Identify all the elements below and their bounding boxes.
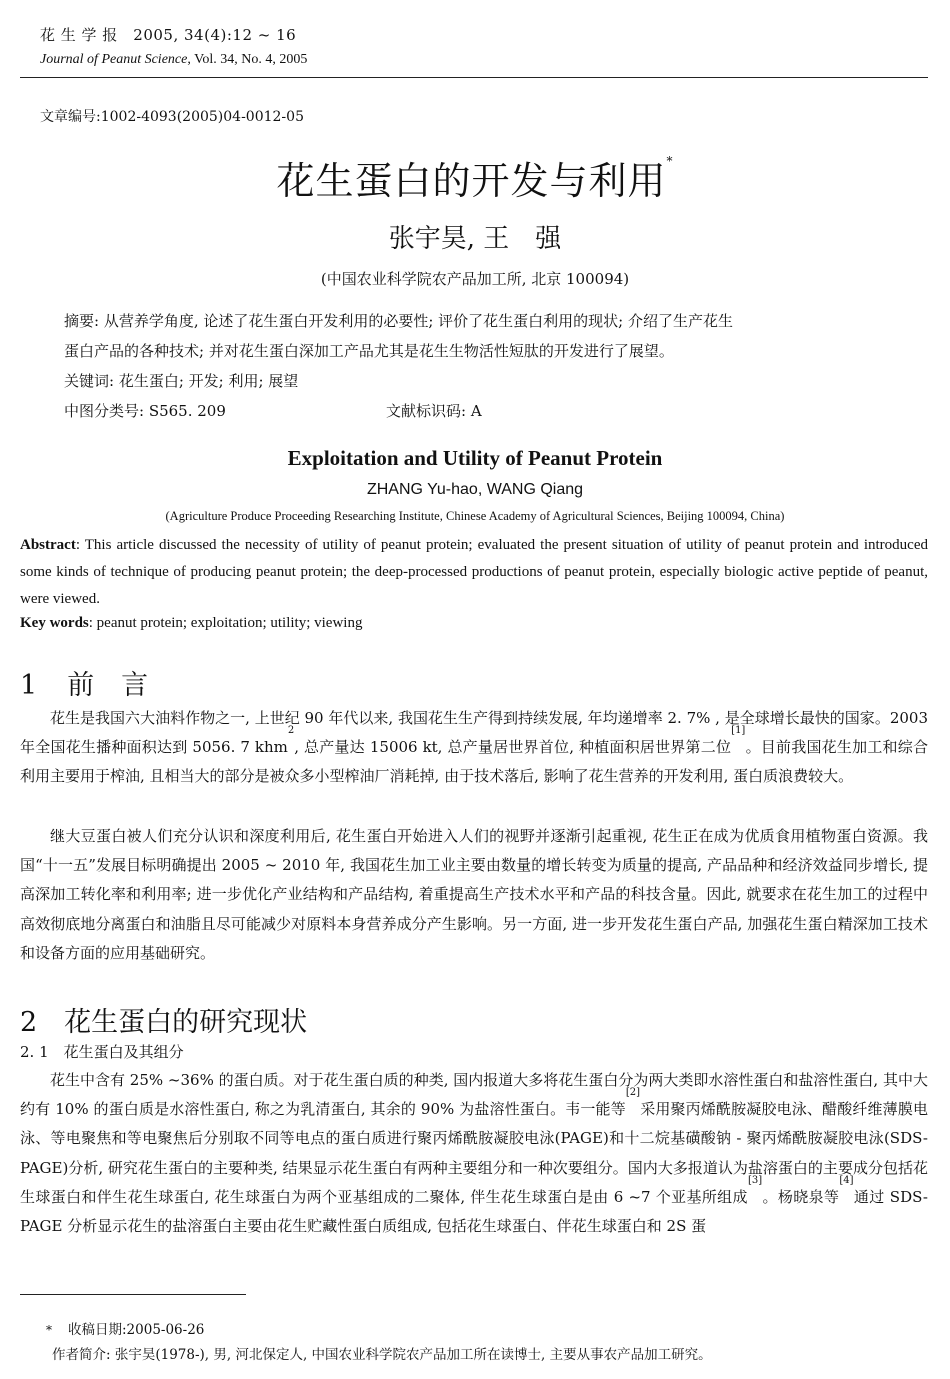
paragraph-1-text-b: , 总产量达 15006 kt, 总产量居世界首位, 种植面积居世界第二位 bbox=[294, 738, 732, 757]
abstract-cn bbox=[64, 306, 894, 426]
citation-3: [3] bbox=[747, 1174, 763, 1186]
title-cn bbox=[0, 150, 950, 205]
abstract-cn-line1: 摘要: 从营养学角度, 论述了花生蛋白开发利用的必要性; 评价了花生蛋白利用的现状; 介绍了生产花生 bbox=[64, 312, 734, 330]
paragraph-3-text-a: 花生中含有 25% ~36% 的蛋白质。对于花生蛋白质的种类, 国内报道大多将花生蛋白分为两大类即水溶性蛋白和盐溶性蛋白, 其中大约有 10% 的蛋白质是水溶性蛋白, 称之为乳清蛋白, 其余的 90% 为盐溶性蛋白。韦一能等 bbox=[20, 1071, 928, 1119]
affiliation-cn: (中国农业科学院农产品加工所, 北京 100094) bbox=[320, 270, 630, 288]
article-number: 文章编号:1002-4093(2005)04-0012-05 bbox=[40, 109, 304, 125]
classification-row bbox=[64, 396, 894, 426]
footnote-author-bio: 作者简介: 张宇昊(1978-), 男, 河北保定人, 中国农业科学院农产品加工所在读博士, 主要从事农产品加工研究。 bbox=[52, 1347, 712, 1363]
paragraph-1-text-c: 。目前我国花生加工和综合利用主要用于榨油, 且相当大的部分是被众多小型榨油厂消耗掉, 由于技术落后, 影响了花生营养的开发利用, 蛋白质浪费较大。 bbox=[20, 738, 928, 786]
journal-name-en: Journal of Peanut Science bbox=[40, 52, 188, 67]
header-rule bbox=[20, 77, 928, 78]
title-text: 花生蛋白的开发与利用 bbox=[276, 159, 667, 203]
title-en: Exploitation and Utility of Peanut Protein bbox=[287, 446, 663, 470]
keywords-en-text: : peanut protein; exploitation; utility; viewing bbox=[88, 615, 363, 631]
citation-4: [4] bbox=[839, 1174, 854, 1186]
citation-2: [2] bbox=[625, 1087, 641, 1099]
paragraph-3-text-b: 采用聚丙烯酰胺凝胶电泳、醋酸纤维薄膜电泳、等电聚焦和等电聚焦后分别取不同等电点的蛋白质进行聚丙烯酰胺凝胶电泳(PAGE)和十二烷基磺酸钠 - 聚丙烯酰胺凝胶电泳(SDS-PAGE)分析, 研究花生蛋白的主要种类, 结果显示花生蛋白有两种主要组分和一种次要组分。国内大多报道认为盐溶蛋白的主要成分包括花生球蛋白和伴生花生球蛋白, 花生球蛋白为两个亚基组成的二聚体, 伴生花生球蛋白是由 6 ~7 个亚基所组成 bbox=[20, 1100, 928, 1206]
paragraph-3-text-c: 。杨晓泉等 bbox=[762, 1187, 840, 1206]
footnote-received bbox=[46, 1318, 204, 1338]
keywords-en bbox=[20, 610, 928, 637]
journal-volume-en: , Vol. 34, No. 4, 2005 bbox=[187, 52, 308, 67]
journal-header-cn: 花 生 学 报 2005, 34(4):12 ~ 16 bbox=[40, 26, 297, 44]
title-footnote-mark: * bbox=[666, 154, 674, 168]
paragraph-3 bbox=[20, 1066, 928, 1241]
footnote-mark: * bbox=[46, 1323, 52, 1337]
subsection-2-1-heading: 2. 1 花生蛋白及其组分 bbox=[20, 1043, 184, 1061]
section-1-title: 前 言 bbox=[67, 670, 149, 701]
document-code: 文献标识码: A bbox=[386, 402, 482, 420]
received-date: 收稿日期:2005-06-26 bbox=[68, 1322, 205, 1338]
superscript-2: 2 bbox=[287, 725, 295, 737]
keywords-en-label: Key words bbox=[20, 615, 89, 631]
footnote-rule bbox=[20, 1294, 246, 1295]
authors-en: ZHANG Yu-hao, WANG Qiang bbox=[366, 481, 584, 498]
abstract-cn-line2: 蛋白产品的各种技术; 并对花生蛋白深加工产品尤其是花生生物活性短肽的开发进行了展望。 bbox=[64, 342, 674, 360]
section-1-number: 1 bbox=[20, 670, 38, 701]
authors-cn: 张宇昊, 王 强 bbox=[388, 224, 562, 254]
paragraph-2: 继大豆蛋白被人们充分认识和深度利用后, 花生蛋白开始进入人们的视野并逐渐引起重视, 花生正在成为优质食用植物蛋白资源。我国“十一五”发展目标明确提出 2005 ~ 2010 年, 我国花生加工业主要由数量的增长转变为质量的提高, 产品品种和经济效益同步增长, 提高深加工转化率和利用率; 进一步优化产业结构和产品结构, 着重提高生产技术水平和产品的科技含量。因此, 就要求在花生加工的过程中高效彻底地分离蛋白和油脂且尽可能减少对原料本身营养成分产生影响。另一方面, 进一步开发花生蛋白产品, 加强花生蛋白精深加工技术和设备方面的应用基础研究。 bbox=[20, 827, 928, 962]
affiliation-en: (Agriculture Produce Proceeding Researching Institute, Chinese Academy of Agricultural Sciences, Beijing 100094, China) bbox=[165, 509, 785, 523]
abstract-en bbox=[20, 532, 928, 613]
paragraph-1 bbox=[20, 704, 928, 792]
citation-1: [1] bbox=[731, 725, 746, 737]
paragraph-1-text-a: 花生是我国六大油料作物之一, 上世纪 90 年代以来, 我国花生生产得到持续发展, 年均递增率 2. 7% , 是全球增长最快的国家。2003 年全国花生播种面积达到 5056. 7 khm bbox=[20, 709, 928, 757]
section-1-heading bbox=[20, 663, 148, 702]
abstract-en-text: : This article discussed the necessity of utility of peanut protein; evaluated the present situation of utility of peanut protein and introduced some kinds of technique of producing peanut protein; the deep-processed productions of peanut protein, especially biologic active peptide of peanut, were viewed. bbox=[20, 537, 928, 607]
keywords-cn: 关键词: 花生蛋白; 开发; 利用; 展望 bbox=[64, 372, 299, 390]
paragraph-3-text-d: 通过 SDS-PAGE 分析显示花生的盐溶蛋白主要由花生贮藏性蛋白质组成, 包括花生球蛋白、伴花生球蛋白和 2S 蛋 bbox=[20, 1187, 928, 1236]
clc-number: 中图分类号: S565. 209 bbox=[64, 402, 226, 420]
journal-header-en bbox=[40, 52, 307, 68]
abstract-en-label: Abstract bbox=[20, 537, 76, 553]
section-2-heading: 2 花生蛋白的研究现状 bbox=[20, 1007, 308, 1038]
